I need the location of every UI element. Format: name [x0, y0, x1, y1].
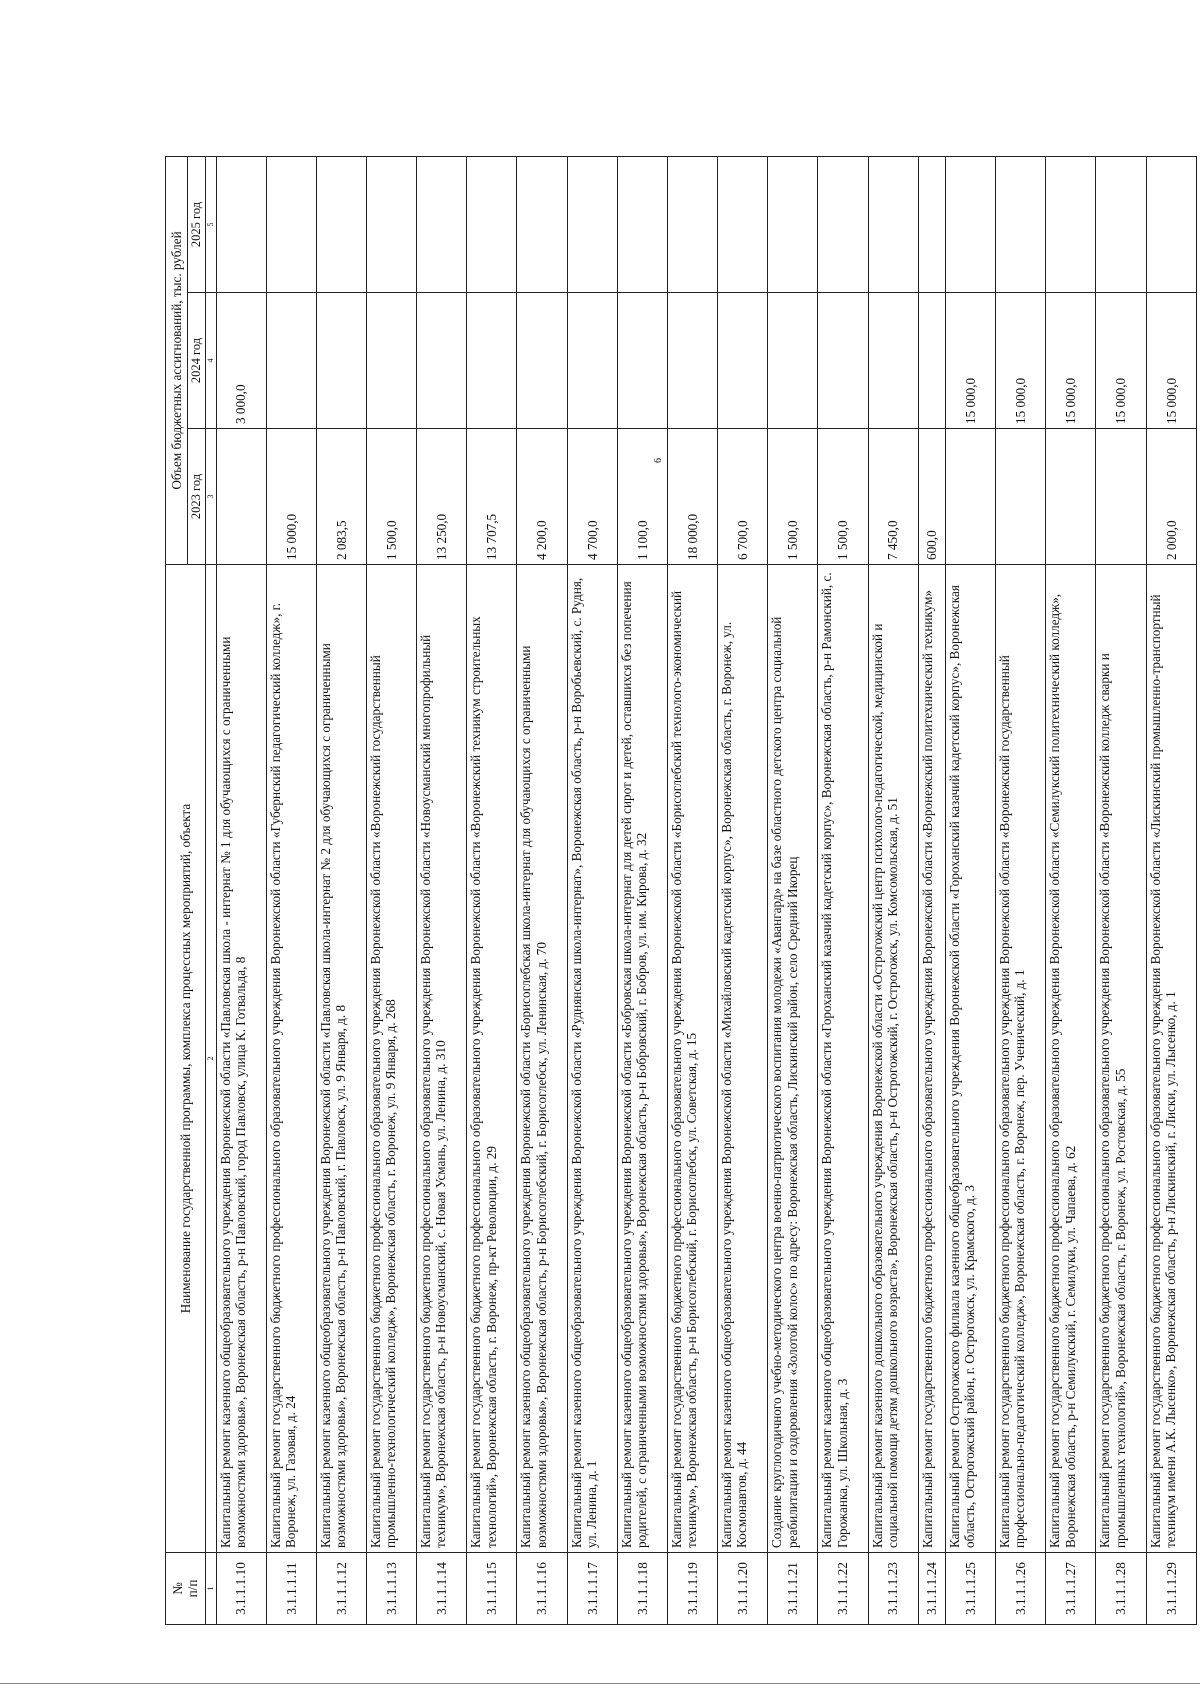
row-2023 [216, 429, 266, 565]
scan-edge-line [0, 1683, 1200, 1684]
table-row [667, 157, 717, 1625]
table-row [417, 157, 467, 1625]
column-index: 4 [205, 293, 216, 429]
row-2023: 1 500,0 [818, 429, 868, 565]
row-2024: 15 000,0 [1146, 293, 1196, 429]
column-index: 3 [205, 429, 216, 565]
row-code: 3.1.1.1.22 [818, 1553, 868, 1625]
row-2023: 2 083,5 [316, 429, 366, 565]
row-name: Капитальный ремонт Острогожского филиала казенного общеобразовательного учреждения Воронежской области «Гороханский казачий кадетский корпус», Воронежская область, Острогожский район, г. Острогожск, ул. Крамского, д. 3 [946, 565, 996, 1553]
row-2025 [517, 157, 567, 293]
row-2024 [718, 293, 768, 429]
row-code: 3.1.1.1.25 [946, 1553, 996, 1625]
row-2023: 2 000,0 [1146, 429, 1196, 565]
row-code: 3.1.1.1.20 [718, 1553, 768, 1625]
table-row [617, 157, 667, 1625]
row-2024: 15 000,0 [1046, 293, 1096, 429]
row-code: 3.1.1.1.14 [417, 1553, 467, 1625]
column-index: 2 [205, 565, 216, 1553]
row-2023: 15 000,0 [266, 429, 316, 565]
row-code: 3.1.1.1.28 [1096, 1553, 1146, 1625]
table-row [467, 157, 517, 1625]
table-row [366, 157, 416, 1625]
row-2025 [467, 157, 517, 293]
row-code: 3.1.1.1.16 [517, 1553, 567, 1625]
table-row [1046, 157, 1096, 1625]
row-name: Капитальный ремонт государственного бюджетного профессионального образовательного учреждения Воронежской области «Новоусманский многопрофильный техникум», Воронежская область, р-н Новоусманский, с. Новая Усмань, ул. Ленина, д. 310 [417, 565, 467, 1553]
row-2025 [667, 157, 717, 293]
row-2023: 18 000,0 [667, 429, 717, 565]
row-code: 3.1.1.1.29 [1146, 1553, 1196, 1625]
row-2024: 15 000,0 [1096, 293, 1146, 429]
row-2023: 1 100,0 [617, 429, 667, 565]
row-code: 3.1.1.1.27 [1046, 1553, 1096, 1625]
table-row [718, 157, 768, 1625]
header-year-2023: 2023 год [188, 429, 206, 565]
row-code: 3.1.1.1.10 [216, 1553, 266, 1625]
row-2024 [467, 293, 517, 429]
table-row [918, 157, 945, 1625]
row-name: Капитальный ремонт государственного бюджетного профессионального образовательного учреждения Воронежской области «Воронежский техникум строительных технологий», Воронежская область, г. Воронеж, пр-кт Революции, д. 29 [467, 565, 517, 1553]
table-row [216, 157, 266, 1625]
table-row [996, 157, 1046, 1625]
row-name: Капитальный ремонт государственного бюджетного профессионального образовательного учреждения Воронежской области «Воронежский государственный промышленно-технологический колледж», Воронежская область, г. Воронеж, ул. 9 Января, д. 268 [366, 565, 416, 1553]
row-2024 [316, 293, 366, 429]
row-2023: 13 250,0 [417, 429, 467, 565]
row-2024: 3 000,0 [216, 293, 266, 429]
row-code: 3.1.1.1.11 [266, 1553, 316, 1625]
row-2024 [667, 293, 717, 429]
table-row [316, 157, 366, 1625]
table-row [818, 157, 868, 1625]
page-number: 6 [653, 458, 664, 463]
row-code: 3.1.1.1.26 [996, 1553, 1046, 1625]
row-2023: 1 500,0 [366, 429, 416, 565]
row-2023: 6 700,0 [718, 429, 768, 565]
header-year-2025: 2025 год [188, 157, 206, 293]
row-2024 [266, 293, 316, 429]
table-row [266, 157, 316, 1625]
row-2025 [567, 157, 617, 293]
row-2023 [1096, 429, 1146, 565]
row-name: Создание круглогодичного учебно-методического центра военно-патриотического воспитания молодежи «Авангард» на базе областного детского центра социальной реабилитации и оздоровления «Золотой колос» по адресу: Воронежская область, Лискинский район, село Средний Икорец [768, 565, 818, 1553]
header-number: № п/п [166, 1553, 206, 1625]
row-2023: 4 700,0 [567, 429, 617, 565]
row-2024 [366, 293, 416, 429]
header-name: Наименование государственной программы, комплекса процессных мероприятий, объекта [166, 565, 206, 1553]
table-row [567, 157, 617, 1625]
row-2024 [617, 293, 667, 429]
row-name: Капитальный ремонт государственного бюджетного профессионального образовательного учреждения Воронежской области «Губернский педагогический колледж», г. Воронеж, ул. Газовая, д. 24 [266, 565, 316, 1553]
row-2023: 7 450,0 [868, 429, 918, 565]
row-2024 [868, 293, 918, 429]
row-2024 [918, 293, 945, 429]
table-body [216, 157, 1197, 1625]
row-2024 [818, 293, 868, 429]
row-name: Капитальный ремонт государственного бюджетного профессионального образовательного учреждения Воронежской области «Воронежский политехнический техникум» [918, 565, 945, 1553]
row-name: Капитальный ремонт казенного общеобразовательного учреждения Воронежской области «Гороханский казачий кадетский корпус», Воронежская область, р-н Рамонский, с. Горожанка, ул. Школьная, д. 3 [818, 565, 868, 1553]
row-2025 [366, 157, 416, 293]
row-2025 [868, 157, 918, 293]
row-name: Капитальный ремонт казенного общеобразовательного учреждения Воронежской области «Борисоглебская школа-интернат для обучающихся с ограниченными возможностями здоровья», Воронежская область, р-н Борисоглебский, г. Борисоглебск, ул. Ленинская, д. 70 [517, 565, 567, 1553]
row-2025 [216, 157, 266, 293]
row-code: 3.1.1.1.24 [918, 1553, 945, 1625]
row-code: 3.1.1.1.21 [768, 1553, 818, 1625]
row-code: 3.1.1.1.19 [667, 1553, 717, 1625]
row-name: Капитальный ремонт казенного общеобразовательного учреждения Воронежской области «Михайловский кадетский корпус», Воронежская область, г. Воронеж, ул. Космонавтов, д. 44 [718, 565, 768, 1553]
row-2025 [1146, 157, 1196, 293]
row-code: 3.1.1.1.17 [567, 1553, 617, 1625]
row-2024 [417, 293, 467, 429]
row-2025 [768, 157, 818, 293]
row-2025 [617, 157, 667, 293]
row-name: Капитальный ремонт государственного бюджетного профессионального образовательного учреждения Воронежской области «Лискинский промышленно-транспортный техникум имени А.К. Лысенко», Воронежская область, р-н Лискинский, г. Лиски, ул. Лысенко, д. 1 [1146, 565, 1196, 1553]
row-code: 3.1.1.1.23 [868, 1553, 918, 1625]
row-name: Капитальный ремонт казенного общеобразовательного учреждения Воронежской области «Павловская школа - интернат № 1 для обучающихся с ограниченными возможностями здоровья», Воронежская область, р-н Павловский, город Павловск, улица К. Готвальда, 8 [216, 565, 266, 1553]
row-name: Капитальный ремонт государственного бюджетного профессионального образовательного учреждения Воронежской области «Воронежский колледж сварки и промышленных технологий», Воронежская область, г. Воронеж, ул. Ростовская, д. 55 [1096, 565, 1146, 1553]
table-row [946, 157, 996, 1625]
row-code: 3.1.1.1.13 [366, 1553, 416, 1625]
row-2023: 4 200,0 [517, 429, 567, 565]
row-2023: 1 500,0 [768, 429, 818, 565]
row-2025 [1046, 157, 1096, 293]
row-2025 [266, 157, 316, 293]
row-2025 [718, 157, 768, 293]
row-2025 [946, 157, 996, 293]
row-2024: 15 000,0 [946, 293, 996, 429]
row-2024 [567, 293, 617, 429]
header-year-2024: 2024 год [188, 293, 206, 429]
row-2024 [768, 293, 818, 429]
table-row [517, 157, 567, 1625]
table-row [1096, 157, 1146, 1625]
row-name: Капитальный ремонт казенного общеобразовательного учреждения Воронежской области «Бобровская школа-интернат для детей сирот и детей, оставшихся без попечения родителей, с ограниченными возможностями здоровья», Воронежская область, р-н Бобровский, г. Бобров, ул. им. Кирова, д. 32 [617, 565, 667, 1553]
row-code: 3.1.1.1.15 [467, 1553, 517, 1625]
table-row [868, 157, 918, 1625]
row-name: Капитальный ремонт государственного бюджетного профессионального образовательного учреждения Воронежской области «Воронежский государственный профессионально-педагогический колледж», Воронежская область, г. Воронеж, пер. Ученический, д. 1 [996, 565, 1046, 1553]
row-2025 [996, 157, 1046, 293]
row-2025 [417, 157, 467, 293]
row-name: Капитальный ремонт государственного бюджетного профессионального образовательного учреждения Воронежской области «Семилукский политехнический колледж», Воронежская область, р-н Семилукский, г. Семилуки, ул. Чапаева, д. 62 [1046, 565, 1096, 1553]
table-row [768, 157, 818, 1625]
column-index: 5 [205, 157, 216, 293]
row-name: Капитальный ремонт государственного бюджетного профессионального образовательного учреждения Воронежской области «Борисоглебский технолого-экономический техникум», Воронежская область, р-н Борисоглебский, г. Борисоглебск, ул. Советская, д. 15 [667, 565, 717, 1553]
column-index: 1 [205, 1553, 216, 1625]
row-2024 [517, 293, 567, 429]
row-2023 [996, 429, 1046, 565]
row-2025 [918, 157, 945, 293]
row-code: 3.1.1.1.18 [617, 1553, 667, 1625]
table-row [1146, 157, 1196, 1625]
row-2023: 13 707,5 [467, 429, 517, 565]
row-2023 [946, 429, 996, 565]
row-2025 [1096, 157, 1146, 293]
header-budget: Объем бюджетных ассигнований, тыс. рублей [166, 157, 188, 565]
table-container [165, 157, 1197, 1625]
row-code: 3.1.1.1.12 [316, 1553, 366, 1625]
row-2023: 600,0 [918, 429, 945, 565]
row-name: Капитальный ремонт казенного общеобразовательного учреждения Воронежской области «Руднянская школа-интернат», Воронежская область, р-н Воробьевский, с. Рудня, ул. Ленина, д. 1 [567, 565, 617, 1553]
budget-table [165, 156, 1197, 1625]
row-2025 [818, 157, 868, 293]
row-2023 [1046, 429, 1096, 565]
row-2025 [316, 157, 366, 293]
table-header [166, 157, 217, 1625]
row-name: Капитальный ремонт казенного общеобразовательного учреждения Воронежской области «Павловская школа-интернат № 2 для обучающихся с ограниченными возможностями здоровья», Воронежская область, р-н Павловский, г. Павловск, ул. 9 Января, д. 8 [316, 565, 366, 1553]
row-name: Капитальный ремонт казенного дошкольного образовательного учреждения Воронежской области «Острогожский центр психолого-педагогической, медицинской и социальной помощи детям дошкольного возраста», Воронежская область, р-н Острогожский, г. Острогожск, ул. Комсомольская, д. 51 [868, 565, 918, 1553]
row-2024: 15 000,0 [996, 293, 1046, 429]
